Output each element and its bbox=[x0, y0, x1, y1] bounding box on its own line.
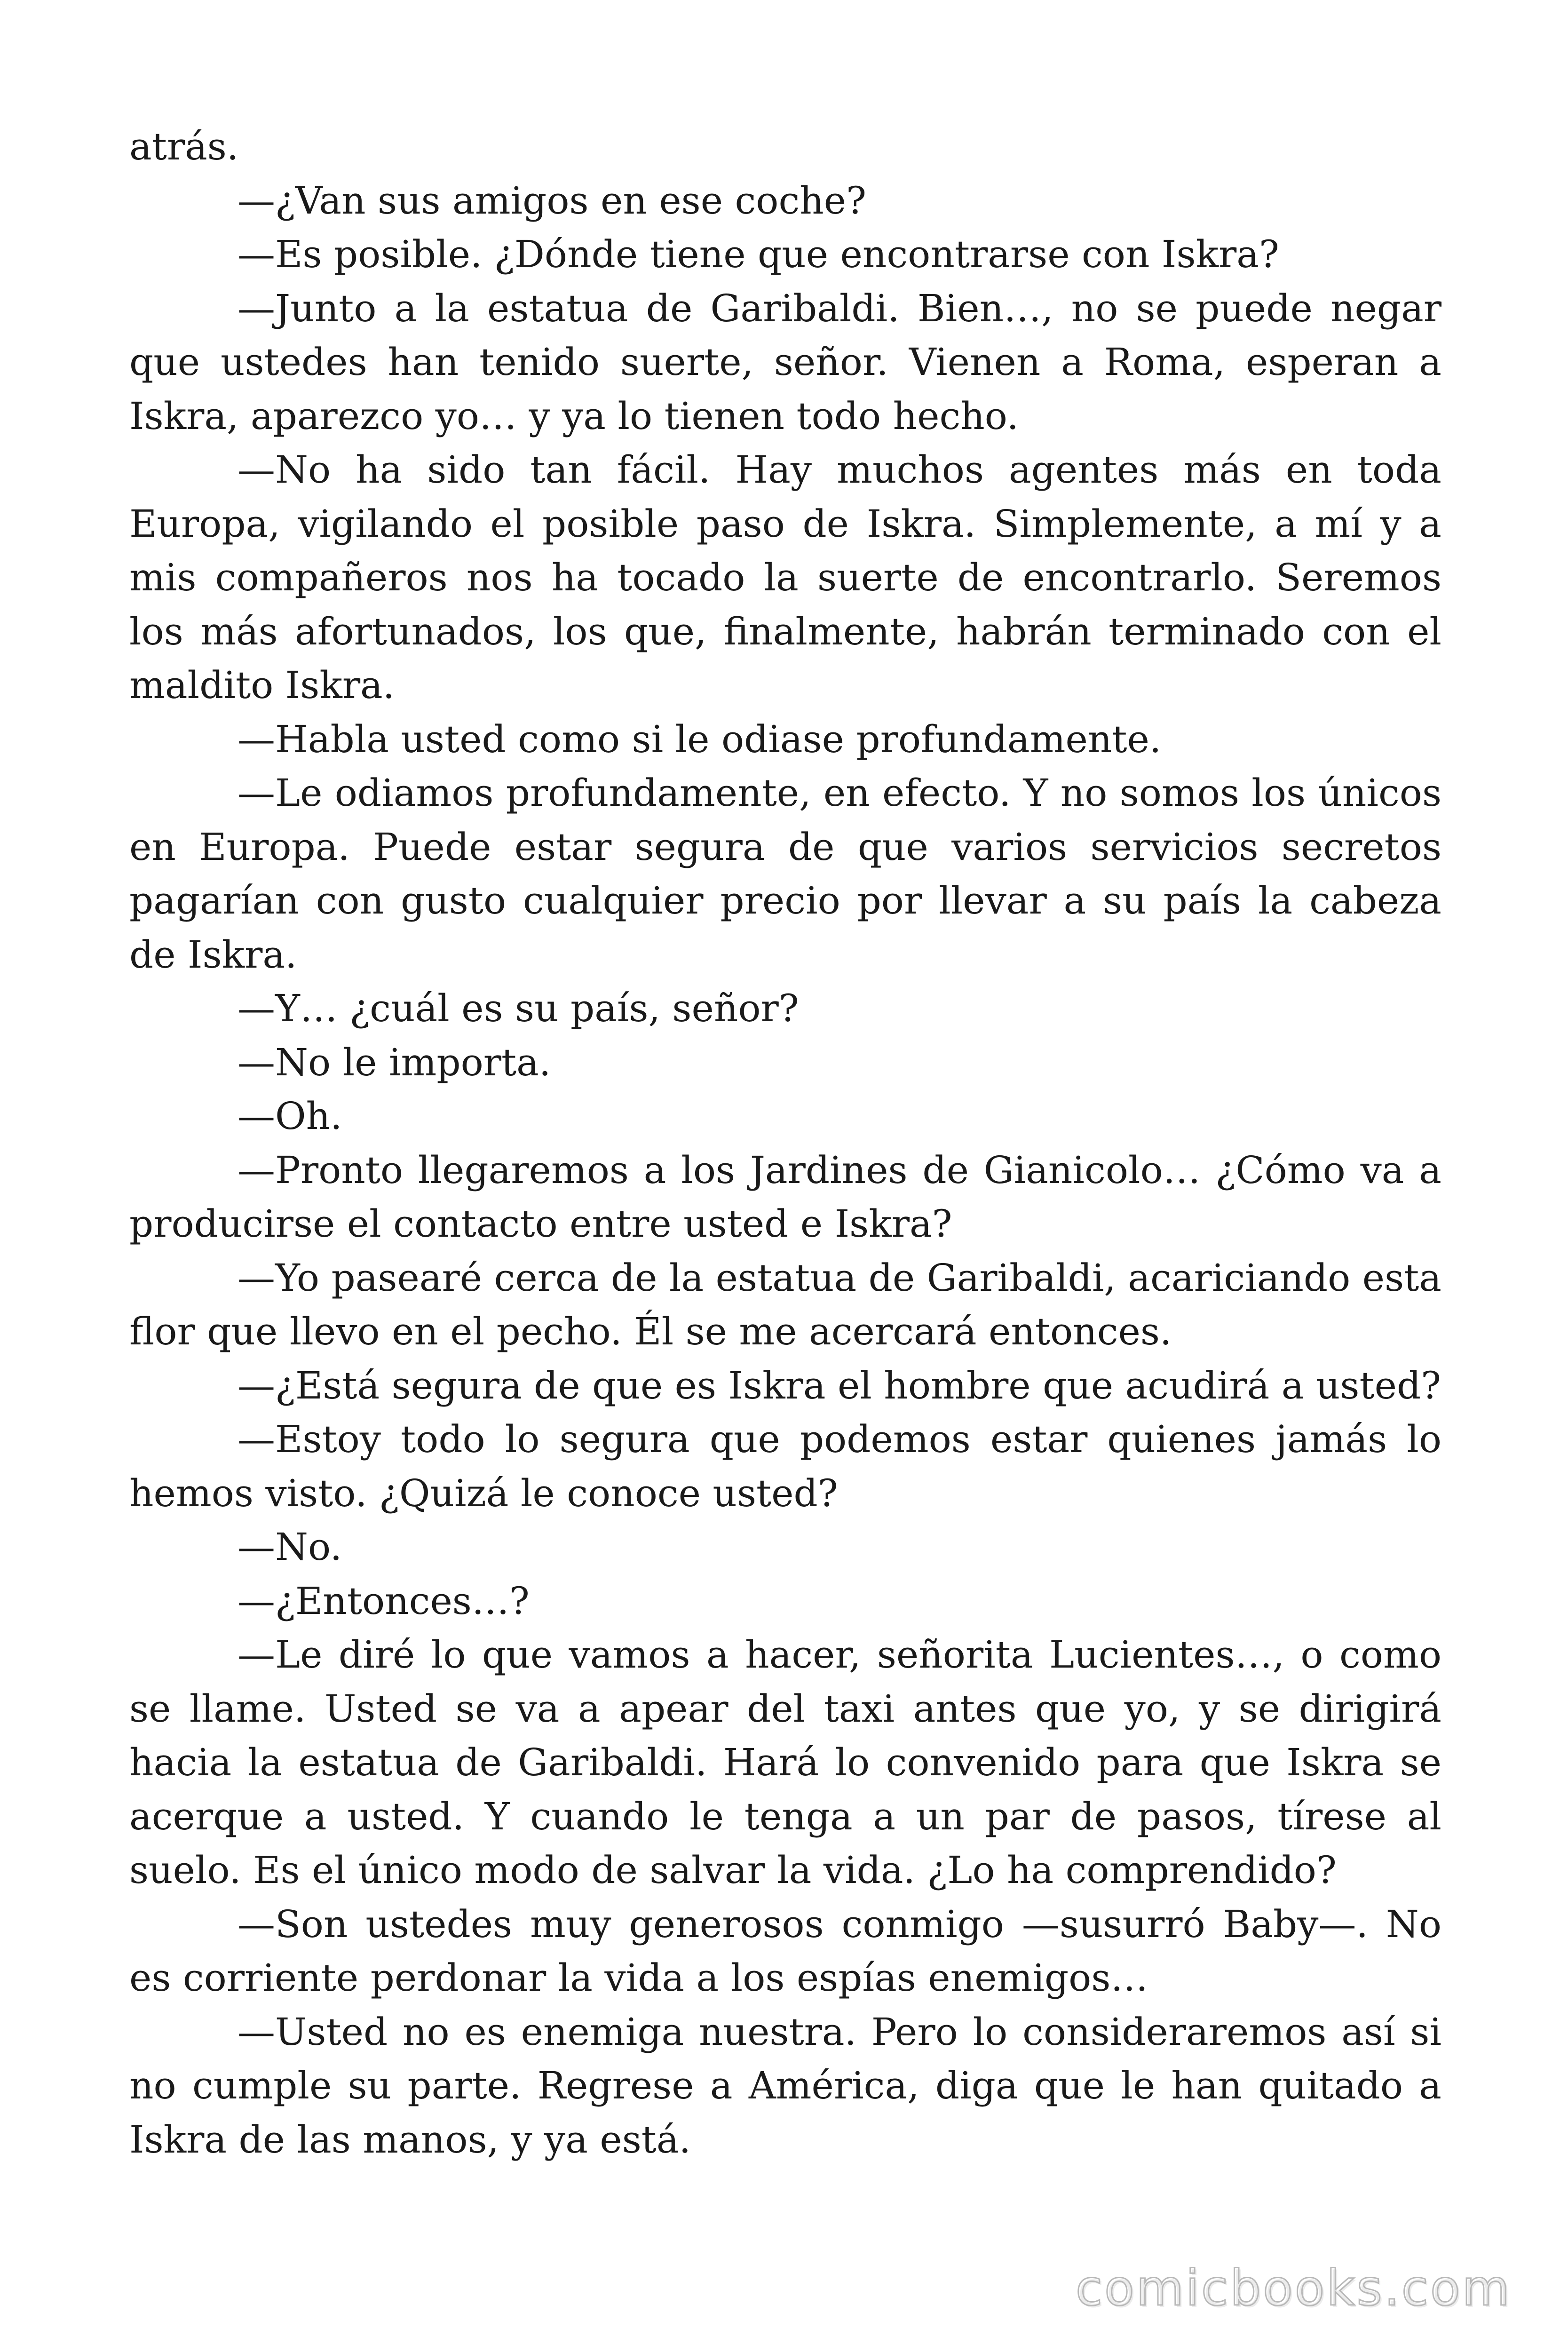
paragraph: —Le odiamos profundamente, en efecto. Y no somos los únicos en Europa. Puede estar segura de que varios servicios secretos pagarían con gusto cualquier precio por llevar a su país la cabeza de Iskra. bbox=[129, 771, 1441, 977]
paragraph: —No le importa. bbox=[238, 1040, 551, 1084]
paragraph: —No. bbox=[238, 1525, 342, 1569]
page-body-text bbox=[129, 120, 1441, 2167]
paragraph: —Estoy todo lo segura que podemos estar quienes jamás lo hemos visto. ¿Quizá le conoce usted? bbox=[129, 1417, 1441, 1515]
paragraph: —Es posible. ¿Dónde tiene que encontrarse con Iskra? bbox=[238, 232, 1279, 276]
paragraph: —¿Van sus amigos en ese coche? bbox=[238, 178, 867, 222]
paragraph: —Yo pasearé cerca de la estatua de Garibaldi, acariciando esta flor que llevo en el pecho. Él se me acercará entonces. bbox=[129, 1255, 1441, 1353]
paragraph: —No ha sido tan fácil. Hay muchos agentes más en toda Europa, vigilando el posible paso de Iskra. Simplemente, a mí y a mis compañeros nos ha tocado la suerte de encontrarlo. Seremos los más afortunados, los que, finalmente, habrán terminado con el maldito Iskra. bbox=[129, 448, 1441, 707]
paragraph: —Pronto llegaremos a los Jardines de Gianicolo… ¿Cómo va a producirse el contacto entre usted e Iskra? bbox=[129, 1148, 1441, 1246]
paragraph: —¿Entonces…? bbox=[238, 1579, 530, 1623]
paragraph: —Le diré lo que vamos a hacer, señorita Lucientes…, o como se llame. Usted se va a apear del taxi antes que yo, y se dirigirá hacia la estatua de Garibaldi. Hará lo convenido para que Iskra se acerque a usted. Y cuando le tenga a un par de pasos, tírese al suelo. Es el único modo de salvar la vida. ¿Lo ha comprendido? bbox=[129, 1633, 1441, 1892]
paragraph: —Oh. bbox=[238, 1094, 342, 1138]
paragraph: —Son ustedes muy generosos conmigo —susurró Baby—. No es corriente perdonar la vida a los espías enemigos… bbox=[129, 1902, 1441, 2000]
paragraph: —Y… ¿cuál es su país, señor? bbox=[238, 986, 799, 1030]
paragraph: —Usted no es enemiga nuestra. Pero lo consideraremos así si no cumple su parte. Regrese a América, diga que le han quitado a Iskra de las manos, y ya está. bbox=[129, 2010, 1441, 2161]
paragraph: —Junto a la estatua de Garibaldi. Bien…, no se puede negar que ustedes han tenido suerte, señor. Vienen a Roma, esperan a Iskra, aparezco yo… y ya lo tienen todo hecho. bbox=[129, 286, 1441, 438]
paragraph: —Habla usted como si le odiase profundamente. bbox=[238, 717, 1162, 761]
paragraph: —¿Está segura de que es Iskra el hombre que acudirá a usted? bbox=[238, 1363, 1441, 1407]
watermark-text: comicbooks.com bbox=[1075, 2259, 1512, 2317]
paragraph: atrás. bbox=[129, 125, 239, 168]
